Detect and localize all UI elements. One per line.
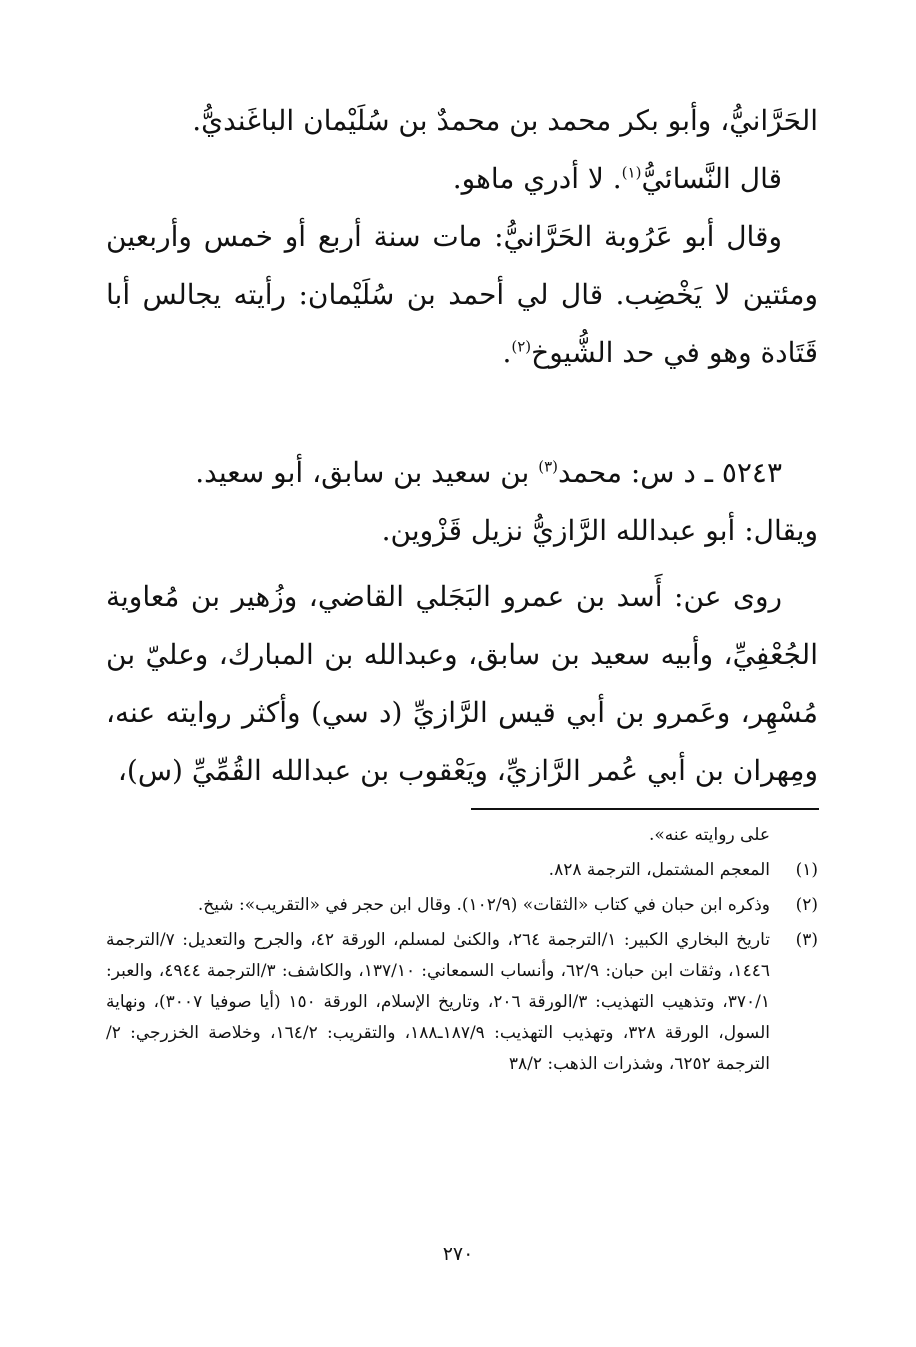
nasai-text: قال النَّسائيُّ (641, 162, 782, 195)
main-text (106, 92, 818, 800)
paragraph-continuation: الحَرَّانيُّ، وأبو بكر محمد بن محمدٌ بن سُلَيْمان الباغَنديُّ. (192, 104, 818, 137)
narrators-paragraph: روى عن: أَسد بن عمرو البَجَلي القاضي، وزُهير بن مُعاوية الجُعْفِيِّ، وأبيه سعيد بن سابق، وعبدالله بن المبارك، وعليّ بن مُسْهِر، وعَمرو بن أبي قيس الرَّازيِّ (د سي) وأكثر روايته عنه، ومِهران بن أبي عُمر الرَّازيِّ، ويَعْقوب بن عبدالله القُمِّيِّ (س)، (106, 580, 818, 787)
section-gap (106, 382, 818, 444)
entry-alias: ويقال: أبو عبدالله الرَّازيُّ نزيل قَزْوين. (381, 514, 818, 547)
footnote-text: المعجم المشتمل، الترجمة ٨٢٨. (548, 860, 770, 880)
abu-aruba-tail: . (502, 336, 512, 369)
footnote-1 (106, 855, 818, 886)
small-gap (106, 560, 818, 568)
footnotes (106, 820, 818, 1080)
footnote-ref-2: (٢) (511, 337, 532, 356)
footnote-ref-1: (١) (621, 163, 642, 182)
entry-heading (106, 444, 818, 502)
footnote-number: (١) (795, 860, 818, 880)
footnote-text: تاريخ البخاري الكبير: ١/الترجمة ٢٦٤، والكنىٰ لمسلم، الورقة ٤٢، والجرح والتعديل: ٧/الترجمة ١٤٤٦، وثقات ابن حبان: ٦٢/٩، وأنساب السمعاني: ١٣٧/١٠، والكاشف: ٣/الترجمة ٤٩٤٤، والعبر: ٣٧٠/١، وتذهيب التهذيب: ٣/الورقة ٢٠٦، وتاريخ الإسلام، الورقة ١٥٠ (أيا صوفيا ٣٠٠٧)، ونهاية السول، الورقة ٣٢٨، وتهذيب التهذيب: ١٨٧/٩ـ١٨٨، والتقريب: ١٦٤/٢، وخلاصة الخزرجي: ٢/الترجمة ٦٢٥٢، وشذرات الذهب: ٣٨/٢ (106, 930, 771, 1074)
page-number: ٢٧٠ (442, 1243, 474, 1265)
nasai-tail: . لا أدري ماهو. (452, 162, 622, 195)
footnote-number: (٣) (795, 930, 818, 950)
footnote-2 (106, 890, 818, 921)
footnote-ref-3: (٣) (538, 457, 558, 476)
footnote-text: وذكره ابن حبان في كتاب «الثقات» (١٠٢/٩). وقال ابن حجر في «التقريب»: شيخ. (197, 895, 770, 915)
footnote-number: (٢) (795, 895, 818, 915)
paragraph-nasai (106, 150, 818, 208)
paragraph-abu-aruba (106, 208, 818, 382)
footnote-continuation: على روايته عنه». (648, 825, 770, 845)
abu-aruba-text: وقال أبو عَرُوبة الحَرَّانيُّ: مات سنة أربع أو خمس وأربعين ومئتين لا يَخْضِب. قال لي أحمد بن سُلَيْمان: رأيته يجالس أبا قَتَادة وهو في حد الشُّيوخ (106, 220, 818, 369)
entry-heading-a: ٥٢٤٣ ـ د س: محمد (558, 456, 782, 489)
entry-heading-b: بن سعيد بن سابق، أبو سعيد. (195, 456, 539, 489)
footnote-separator (471, 808, 819, 810)
footnote-3 (106, 925, 818, 1080)
